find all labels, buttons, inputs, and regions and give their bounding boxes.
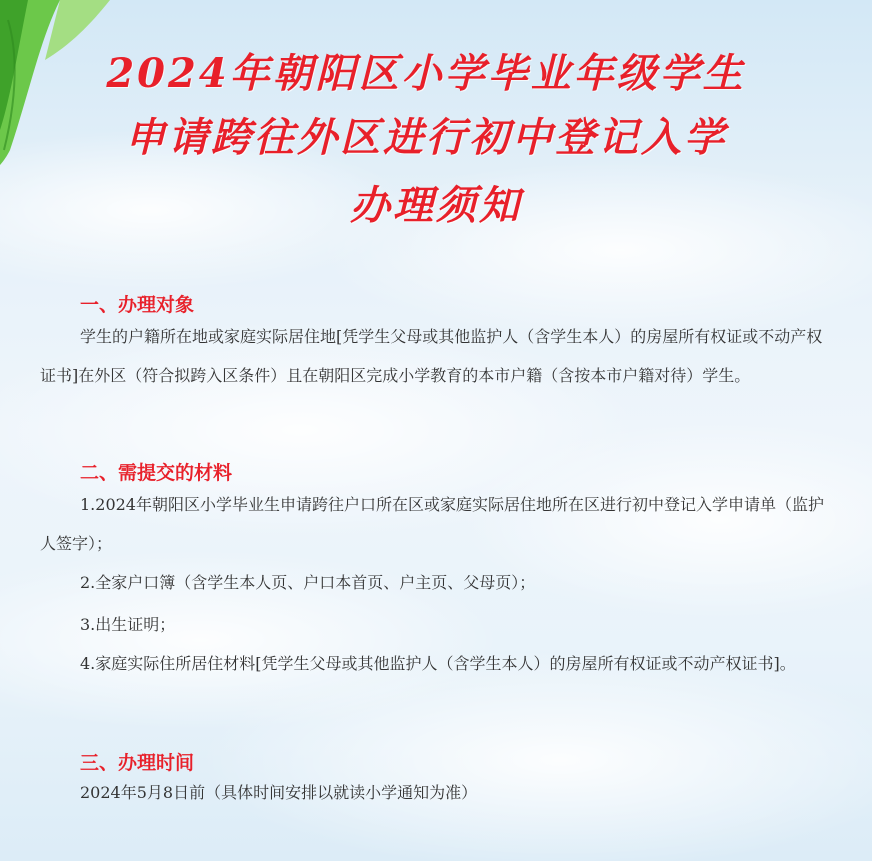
title-line-3: 办理须知 bbox=[350, 182, 522, 229]
section-time-paragraph: 2024年5月8日前（具体时间安排以就读小学通知为准） bbox=[80, 783, 478, 802]
title-line-1: 2024年朝阳区小学毕业年级学生 bbox=[106, 50, 746, 97]
title-line-2: 申请跨往外区进行初中登记入学 bbox=[125, 114, 727, 161]
materials-item-1: 1.2024年朝阳区小学毕业生申请跨往户口所在区或家庭实际居住地所在区进行初中登记入学申请单（监护人签字）； bbox=[40, 495, 824, 553]
materials-item-4: 4.家庭实际住所居住材料[凭学生父母或其他监护人（含学生本人）的房屋所有权证或不动产权证书]。 bbox=[80, 654, 796, 673]
section-heading-materials: 二、需提交的材料 bbox=[80, 462, 233, 484]
section-subject-paragraph: 学生的户籍所在地或家庭实际居住地[凭学生父母或其他监护人（含学生本人）的房屋所有权证或不动产权证书]在外区（符合拟跨入区条件）且在朝阳区完成小学教育的本市户籍（含按本市户籍对待）学生。 bbox=[40, 327, 823, 385]
materials-item-3: 3.出生证明； bbox=[80, 615, 176, 634]
materials-item-2: 2.全家户口簿（含学生本人页、户口本首页、户主页、父母页）； bbox=[80, 573, 536, 592]
section-heading-subject: 一、办理对象 bbox=[80, 294, 195, 316]
section-heading-time: 三、办理时间 bbox=[80, 752, 195, 774]
